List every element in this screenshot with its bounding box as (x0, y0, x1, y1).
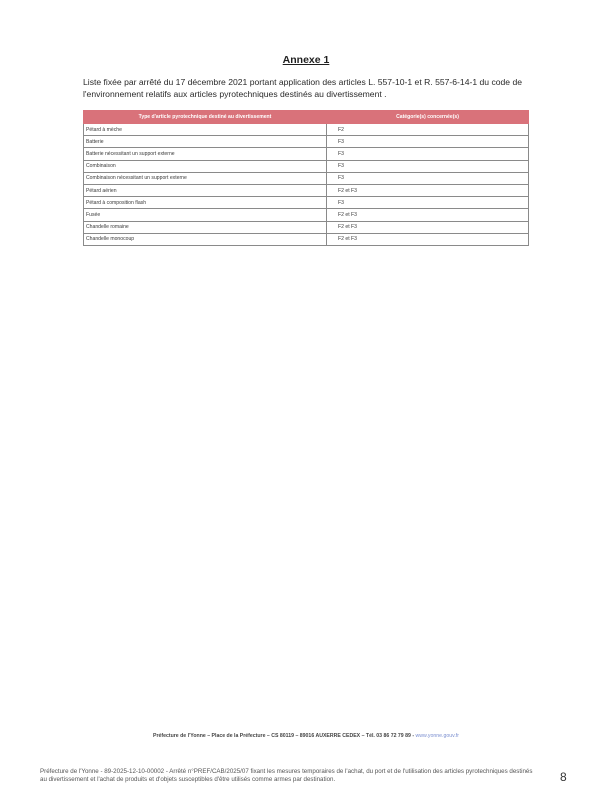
article-type-cell: Pétard à mèche (84, 124, 327, 136)
table-row (84, 184, 529, 196)
registration-stamp-text: Préfecture de l'Yonne - 89-2025-12-10-00002 - Arrêté n°PREF/CAB/2025/07 fixant les mesures temporaires de l'achat, du port et de l'utilisation des articles pyrotechniques destinés au divertissement et l'achat de produits et d'objets susceptibles d'être utilisés comme armes par destination. (40, 768, 535, 783)
article-type-cell: Batterie nécessitant un support externe (84, 148, 327, 160)
category-cell: F3 (327, 148, 529, 160)
pyrotechnic-table (83, 110, 529, 246)
table-row (84, 124, 529, 136)
page-number: 8 (560, 770, 567, 784)
table-row (84, 197, 529, 209)
category-cell: F2 (327, 124, 529, 136)
table-row (84, 148, 529, 160)
article-type-cell: Batterie (84, 136, 327, 148)
article-type-cell: Combinaison nécessitant un support externe (84, 172, 327, 184)
column-header-category: Catégorie(s) concernée(s) (327, 111, 529, 124)
annex-title: Annexe 1 (282, 54, 330, 66)
intro-paragraph: Liste fixée par arrêté du 17 décembre 2021 portant application des articles L. 557-10-1 et R. 557-6-14-1 du code de l'environnement relatifs aux articles pyrotechniques destinés au divertissement . (83, 77, 523, 99)
category-cell: F2 et F3 (327, 221, 529, 233)
footer-address: Préfecture de l'Yonne – Place de la Préfecture – CS 80119 – 89016 AUXERRE CEDEX – Tél. 03 86 72 79 89 - (153, 733, 416, 739)
table-row (84, 160, 529, 172)
category-cell: F2 et F3 (327, 209, 529, 221)
category-cell: F3 (327, 197, 529, 209)
category-cell: F2 et F3 (327, 233, 529, 245)
article-type-cell: Fusée (84, 209, 327, 221)
article-type-cell: Pétard à composition flash (84, 197, 327, 209)
article-type-cell: Combinaison (84, 160, 327, 172)
table-row (84, 233, 529, 245)
column-header-type: Type d'article pyrotechnique destiné au divertissement (84, 111, 327, 124)
table-row (84, 136, 529, 148)
category-cell: F3 (327, 160, 529, 172)
table-row (84, 209, 529, 221)
website-link[interactable]: www.yonne.gouv.fr (415, 733, 459, 739)
article-type-cell: Chandelle monocoup (84, 233, 327, 245)
article-type-cell: Pétard aérien (84, 184, 327, 196)
category-cell: F3 (327, 136, 529, 148)
category-cell: F3 (327, 172, 529, 184)
table-row (84, 221, 529, 233)
category-cell: F2 et F3 (327, 184, 529, 196)
prefecture-footer (0, 733, 612, 739)
article-type-cell: Chandelle romaine (84, 221, 327, 233)
table-row (84, 172, 529, 184)
